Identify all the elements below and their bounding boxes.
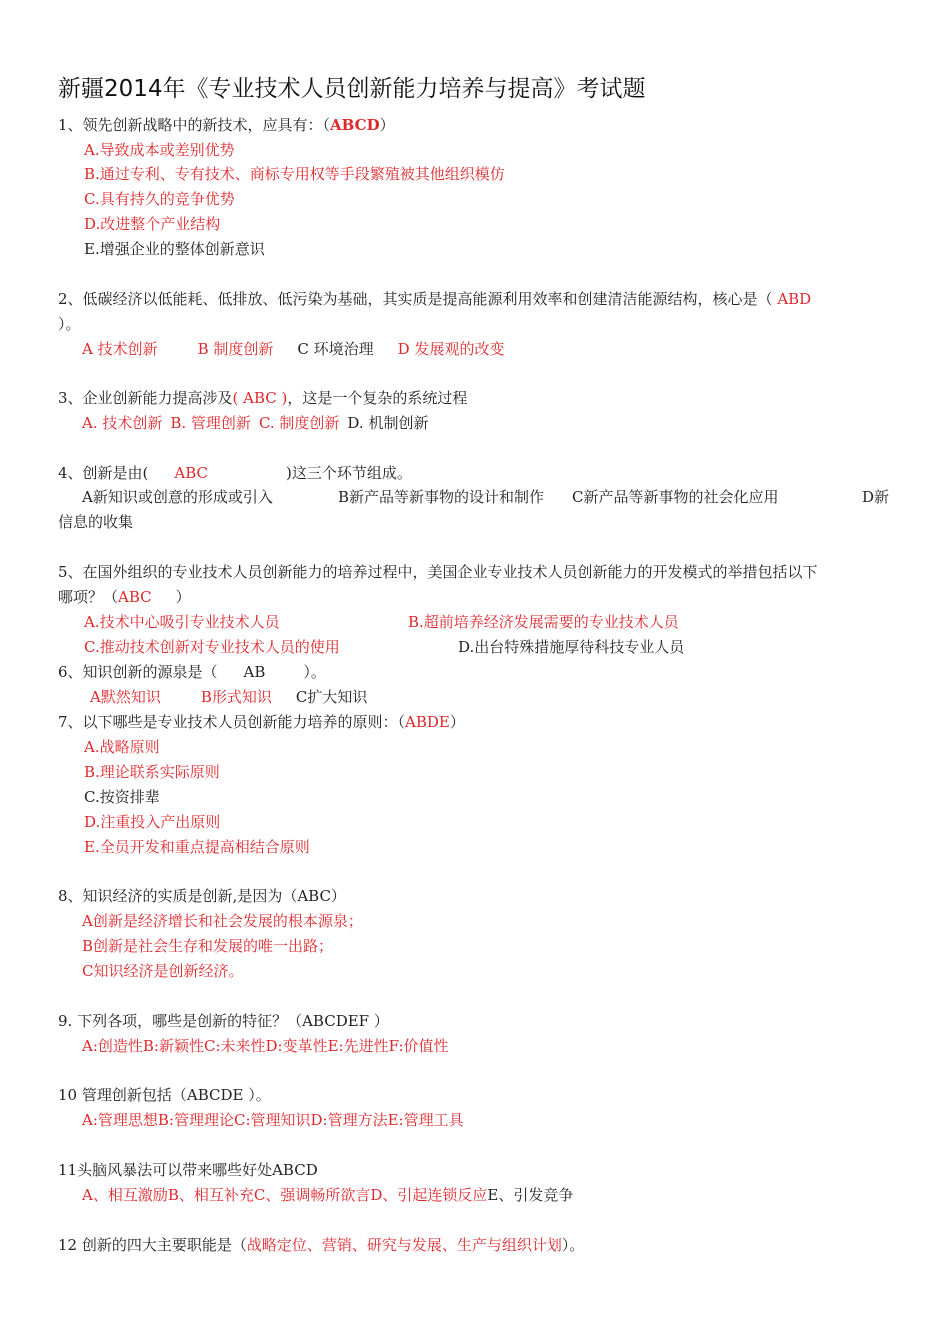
question-10: 10 管理创新包括（ABCDE ）。	[58, 1086, 271, 1104]
question-4-option-a: A新知识或创意的形成或引入	[82, 488, 273, 506]
question-2-option-b: B 制度创新	[197, 340, 274, 358]
question-1-option-a: A.导致成本或差别优势	[84, 141, 235, 159]
question-12-close: ）。	[561, 1236, 585, 1254]
question-9: 9. 下列各项，哪些是创新的特征？（ABCDEF ）	[58, 1012, 389, 1030]
question-8-option-c: C知识经济是创新经济。	[82, 962, 244, 980]
question-2-close: ）。	[58, 315, 81, 333]
question-2	[58, 289, 811, 309]
question-1-close: ）	[379, 116, 395, 134]
question-1-option-d: D.改进整个产业结构	[84, 215, 221, 233]
question-3-answer: ( ABC )	[232, 389, 288, 407]
question-5-stem-cont: 哪项？（ABC ）	[58, 588, 191, 606]
question-5-option-d: D.出台特殊措施厚待科技专业人员	[458, 638, 685, 656]
question-1-option-c: C.具有持久的竞争优势	[84, 190, 235, 208]
question-7-option-d: D.注重投入产出原则	[84, 813, 221, 831]
question-12	[58, 1235, 584, 1255]
question-6	[58, 662, 326, 682]
question-7-stem: 7、以下哪些是专业技术人员创新能力培养的原则：（	[58, 713, 406, 731]
question-2-answer: ABD	[772, 290, 812, 308]
question-3-options	[82, 413, 428, 433]
question-5-option-c: C.推动技术创新对专业技术人员的使用	[84, 638, 340, 656]
question-3-option-b: B. 管理创新	[170, 414, 251, 432]
question-1-option-b: B.通过专利、专有技术、商标专用权等手段繁殖被其他组织模仿	[84, 165, 505, 183]
question-6-option-c: C扩大知识	[295, 688, 368, 706]
question-7-option-c: C.按资排辈	[84, 788, 160, 806]
question-12-answer: 战略定位、营销、研究与发展、生产与组织计划	[246, 1236, 562, 1254]
question-4-option-c: C新产品等新事物的社会化应用	[572, 488, 779, 506]
question-4-answer: ABC	[174, 464, 209, 482]
question-4-stem: 4、创新是由(	[58, 464, 149, 482]
question-12-stem: 12 创新的四大主要职能是（	[58, 1236, 247, 1254]
question-4	[58, 463, 412, 483]
question-3-option-d: D. 机制创新	[347, 414, 429, 432]
question-5-answer: ABC	[118, 588, 152, 606]
question-11-options	[82, 1185, 573, 1205]
question-1-option-e: E.增强企业的整体创新意识	[84, 240, 265, 258]
question-2-options	[82, 339, 504, 359]
question-6-option-a: A默然知识	[90, 688, 161, 706]
question-2-option-d: D 发展观的改变	[397, 340, 505, 358]
question-1-stem: 1、领先创新战略中的新技术，应具有：（	[58, 116, 331, 134]
question-8-option-a: A创新是经济增长和社会发展的根本源泉；	[82, 912, 363, 930]
question-8-option-b: B创新是社会生存和发展的唯一出路；	[82, 937, 334, 955]
question-6-stem: 6、知识创新的源泉是（	[58, 663, 218, 681]
question-1	[58, 115, 395, 135]
question-7-option-e: E.全员开发和重点提高相结合原则	[84, 838, 310, 856]
question-3-tail: ，这是一个复杂的系统过程	[287, 389, 468, 407]
question-6-option-b: B形式知识	[200, 688, 272, 706]
question-7-option-a: A.战略原则	[84, 738, 160, 756]
question-1-answer: ABCD	[330, 116, 380, 134]
question-5-option-a: A.技术中心吸引专业技术人员	[84, 613, 280, 631]
question-7	[58, 712, 465, 732]
question-3	[58, 388, 467, 408]
question-4-option-d-cont: 信息的收集	[58, 513, 134, 531]
question-11: 11头脑风暴法可以带来哪些好处ABCD	[58, 1161, 318, 1179]
question-7-close: ）	[449, 713, 465, 731]
question-2-stem: 2、低碳经济以低能耗、低排放、低污染为基础，其实质是提高能源利用效率和创建清洁能源结构，核心是（	[58, 290, 773, 308]
page-title: 新疆2014年《专业技术人员创新能力培养与提高》考试题	[58, 76, 646, 102]
question-6-close: ）。	[303, 663, 326, 681]
question-4-option-d: D新	[862, 488, 890, 506]
question-6-options	[90, 687, 367, 707]
question-4-tail: )这三个环节组成。	[286, 464, 412, 482]
question-7-answer: ABDE	[405, 713, 450, 731]
question-5-stem: 5、在国外组织的专业技术人员创新能力的培养过程中，美国企业专业技术人员创新能力的开发模式的举措包括以下	[58, 563, 818, 581]
question-7-option-b: B.理论联系实际原则	[84, 763, 220, 781]
question-2-option-c: C 环境治理	[297, 340, 374, 358]
question-8: 8、知识经济的实质是创新,是因为（ABC）	[58, 887, 346, 905]
question-11-options-answered: A、相互激励B、相互补充C、强调畅所欲言D、引起连锁反应	[82, 1186, 488, 1204]
question-3-option-a: A. 技术创新	[82, 414, 163, 432]
question-3-stem: 3、企业创新能力提高涉及	[58, 389, 233, 407]
question-3-option-c: C. 制度创新	[258, 414, 340, 432]
question-4-option-b: B新产品等新事物的设计和制作	[338, 488, 545, 506]
question-10-options: A:管理思想B:管理理论C:管理知识D:管理方法E:管理工具	[82, 1111, 464, 1129]
question-9-options: A:创造性B:新颖性C:未来性D:变革性E:先进性F:价值性	[82, 1037, 449, 1055]
question-5-option-b: B.超前培养经济发展需要的专业技术人员	[408, 613, 679, 631]
question-2-option-a: A 技术创新	[82, 340, 158, 358]
question-11-option-e: E、引发竞争	[487, 1186, 574, 1204]
question-6-answer: AB	[243, 663, 266, 681]
